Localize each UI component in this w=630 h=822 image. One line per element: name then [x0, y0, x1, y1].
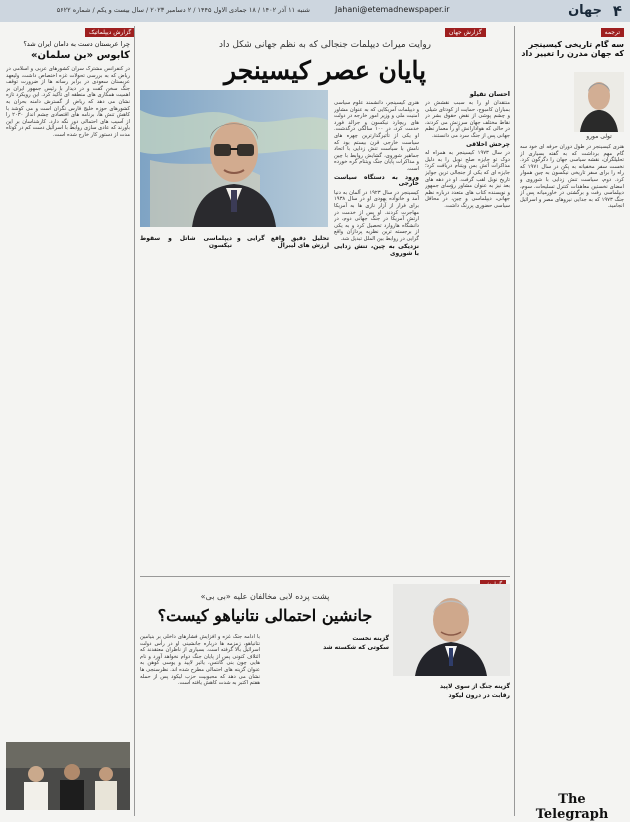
lower-story-column-2 [265, 634, 389, 814]
main-story-column-3 [140, 234, 232, 570]
lower-story-headline: جانشین احتمالی نتانیاهو کیست؟ [157, 606, 373, 625]
main-story-column-2 [425, 100, 510, 570]
main-story-body-b: کیسینجر در سال ۱۹۲۳ در آلمان به دنیا آمد و خانواده یهودی او در سال ۱۹۳۸ برای فرار از آزار نازی ها به آمریکا مهاجرت کردند. او پس از خدمت در ارتش آمریکا در جنگ جهانی دوم، در دانشگاه هاروارد تحصیل کرد و به یکی از برجسته ترین نظریه پردازان واقع گرایی در روابط بین الملل تبدیل شد. [334, 189, 419, 242]
section-title: جهان [568, 3, 602, 18]
main-story-column-1 [334, 100, 419, 570]
main-story-body-d: در سال ۱۹۷۳ کیسینجر به همراه له دوک تو جایزه صلح نوبل را به دلیل مذاکرات آتش بس ویتنام دریافت کرد؛ جایزه ای که یکی از جنجالی ترین جوایز تاریخ نوبل لقب گرفت. او در دهه های بعد نیز به عنوان مشاور رؤسای جمهور و نویسنده کتاب های متعدد درباره نظم جهانی، دیپلماسی و چین، در محافل سیاسی حضوری پررنگ داشت. [425, 150, 510, 209]
left-column-tag: گزارش دیپلماتیک [85, 28, 135, 37]
lower-story-column-1 [140, 634, 260, 814]
left-column-kicker: چرا عربستان دست به دامان ایران شد؟ [23, 40, 130, 48]
right-column-divider [514, 26, 515, 816]
left-column-title: کابوس «بن سلمان» [31, 50, 130, 61]
main-story-kicker: روایت میراث دیپلمات جنجالی که به نظم جهانی شکل داد [218, 40, 432, 50]
lower-story-divider [140, 576, 510, 577]
left-column-photo [6, 742, 130, 810]
lower-story-subhead-1: گزینه نخست [352, 635, 389, 642]
page-number: ۴ [612, 2, 622, 20]
main-story-headline: پایان عصر کیسینجر [223, 56, 427, 85]
portrait-photo-icon [140, 90, 328, 227]
dateline: شنبه ۱۱ آذر ۱۴۰۲ / ۱۸ جمادی الاول ۱۴۴۵ / ۲ دسامبر ۲۰۲۳ / سال بیست و یکم / شماره ۵۶۲۲ [56, 6, 310, 14]
right-column-photo [574, 72, 624, 132]
right-column-body: هنری کیسینجر در طول دوران حرفه ای خود سه گام مهم برداشت که به گفته بسیاری از تحلیلگران، نقشه سیاسی جهان را دگرگون کرد. نخست سفر مخفیانه به پکن در سال ۱۹۷۱ که راه را برای سفر تاریخی نیکسون به چین هموار کرد. دوم، سیاست تنش زدایی با شوروی و امضای نخستین معاهدات کنترل تسلیحات. سوم، دیپلماسی رفت و برگشتی در خاورمیانه پس از جنگ ۱۹۷۳ که به جدایی نیروهای مصر و اسرائیل انجامید. [520, 144, 624, 210]
left-column-divider [134, 26, 135, 816]
main-story-subhead-3: نزدیکی به چین، تنش زدایی با شوروی [334, 243, 419, 258]
kissinger-photo [140, 90, 328, 227]
lower-story-subhead-4: رقابت در درون لیکود [448, 691, 510, 699]
right-column-tag: ترجمه [601, 28, 624, 37]
right-column-title: سه گام تاریخی کیسینجر که جهان مدرن را تغییر داد [521, 40, 624, 58]
page-header [0, 0, 630, 22]
lower-story-kicker: پشت پرده لابی مخالفان علیه «بی بی» [200, 592, 330, 601]
right-column-body-intro [520, 72, 570, 142]
main-story-author: احسان تقیلو [469, 90, 510, 98]
main-story-byline-block [334, 88, 510, 100]
lower-story-subhead-2: سکوتی که شکسته شد [323, 643, 389, 651]
lower-story-body: با ادامه جنگ غزه و افزایش فشارهای داخلی بر بنیامین نتانیاهو، زمزمه ها درباره جانشینی او در رأس دولت اسرائیل بالا گرفته است. بسیاری از ناظران معتقدند که ائتلاف کنونی پس از پایان جنگ دوام نخواهد آورد و نام هایی چون بنی گانتس، یائیر لاپید و یوسی کوهن به عنوان گزینه های احتمالی مطرح شده اند. نظرسنجی ها نشان می دهد که محبوبیت حزب لیکود پس از حمله هفتم اکتبر به شدت کاهش یافته است. [140, 634, 260, 687]
main-story-body-c: منتقدان او را به سبب نقشش در بمباران کامبوج، حمایت از کودتای شیلی و چشم پوشی از نقض حقوق بشر در نقاط مختلف جهان سرزنش می کردند، در حالی که هوادارانش او را معمار نظم جهانی پس از جنگ سرد می دانستند. [425, 100, 510, 139]
telegraph-logo: The Telegraph [535, 792, 609, 822]
diplomatic-meeting-photo-icon [6, 742, 130, 810]
right-column-byline: تولی مورو [586, 133, 612, 140]
lower-story-column-3 [393, 682, 510, 814]
portrait-photo-icon [574, 72, 624, 132]
left-column-body: در کنفرانس مشترک سران کشورهای عربی و اسلامی در ریاض که به بررسی تحولات غزه اختصاص داشت، ولیعهد عربستان سعودی در برابر رسانه ها از ضرورت توقف جنگ سخن گفت و در دیدار با رئیس جمهور ایران بر اهمیت همکاری های منطقه ای تأکید کرد. این رویکرد تازه نشان می دهد که ریاض از گسترش دامنه بحران به کشورهای حوزه خلیج فارس نگران است و می کوشد با کاهش تنش ها، برنامه های اقتصادی چشم انداز ۲۰۳۰ را از آسیب های احتمالی دور نگه دارد. کارشناسان بر این باورند که عادی سازی روابط با اسرائیل دست کم در کوتاه مدت از دستور کار خارج شده است. [6, 66, 130, 138]
lower-story-subhead-3: گزینه جنگ از سوی لاپید [439, 683, 510, 690]
main-story-body-a: هنری کیسینجر، دانشمند علوم سیاسی و دیپلمات آمریکایی که به عنوان مشاور امنیت ملی و وزیر امور خارجه در دولت های ریچارد نیکسون و جرالد فورد خدمت کرد، در ۱۰۰ سالگی درگذشت. او یکی از تأثیرگذارترین چهره های سیاست خارجی قرن بیستم بود که نامش با سیاست تنش زدایی با اتحاد جماهیر شوروی، گشایش روابط با چین و مذاکرات پایان جنگ ویتنام گره خورده است. [334, 100, 419, 172]
main-story-subhead-1: ورود به دستگاه سیاست خارجی [334, 173, 419, 188]
main-story-subhead-5: تحلیل دقیق واقع گرایی و ارزش های لیبرال [237, 235, 329, 249]
section-email: Jahani@etemadnewspaper.ir [335, 5, 450, 14]
main-story-tag: گزارش جهان [445, 28, 486, 37]
netanyahu-photo [393, 584, 510, 676]
portrait-photo-icon [393, 584, 510, 676]
main-story-column-4 [237, 234, 329, 570]
main-story-subhead-2: دیپلماسی شاتل و سقوط نیکسون [140, 235, 232, 249]
main-story-subhead-4: چرخش اخلاقی [466, 140, 510, 148]
